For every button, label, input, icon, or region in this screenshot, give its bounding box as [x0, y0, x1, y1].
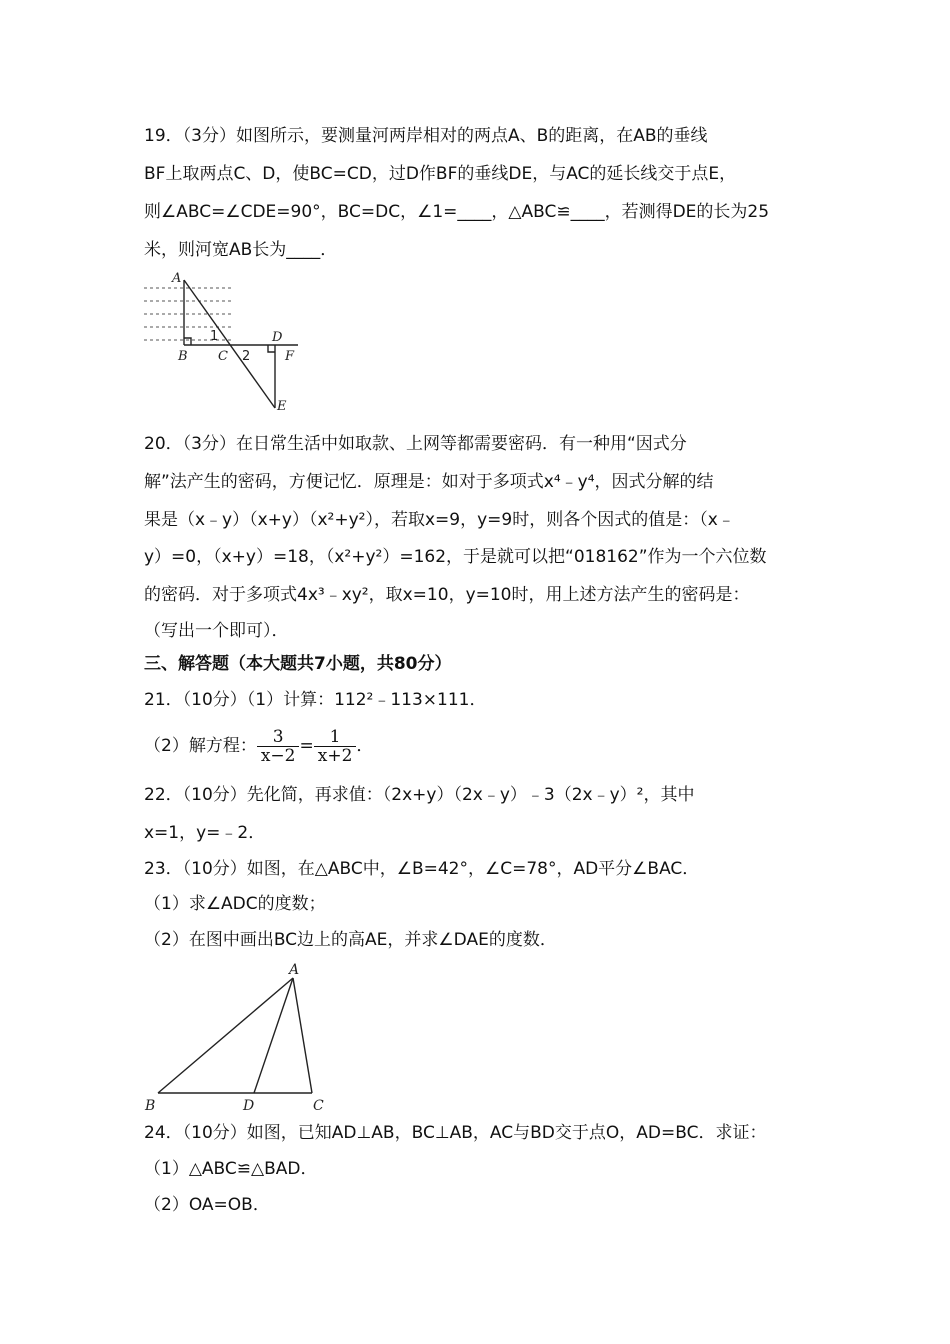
q24-line-2: （1）△ABC≌△BAD．	[144, 1159, 318, 1179]
q19-label-f: F	[285, 349, 295, 364]
q19-river-figure	[140, 268, 310, 416]
q21-fraction-2	[314, 728, 357, 765]
q19-label-b: B	[178, 349, 188, 364]
q24-line-1: 24．（10分）如图，已知AD⊥AB，BC⊥AB，AC与BD交于点O，AD=BC．求证：	[144, 1123, 767, 1143]
q21-frac2-denominator: x+2	[317, 745, 353, 766]
q20-line-5: 的密码．对于多项式4x³﹣xy²，取x=10，y=10时，用上述方法产生的密码是：	[144, 585, 750, 605]
q23-triangle-figure	[140, 958, 340, 1114]
q21-equals: =	[299, 736, 314, 756]
q20-line-3: 果是（x﹣y）（x+y）（x²+y²），若取x=9，y=9时，则各个因式的值是：（x﹣	[144, 510, 735, 530]
q19-angle-2: 2	[242, 349, 251, 364]
q19-line-4: 米，则河宽AB长为____．	[144, 240, 338, 260]
q21-end: ．	[356, 736, 374, 756]
section-heading: 三、解答题（本大题共7小题，共80分）	[144, 654, 452, 674]
q19-label-a: A	[172, 271, 182, 286]
q19-label-c: C	[218, 349, 228, 364]
q20-line-4: y）=0，（x+y）=18，（x²+y²）=162，于是就可以把“018162”作为一个六位数	[144, 547, 767, 567]
q23-line-3: （2）在图中画出BC边上的高AE，并求∠DAE的度数．	[144, 930, 557, 950]
q23-label-d: D	[243, 1098, 255, 1114]
q23-label-b: B	[145, 1098, 156, 1114]
q19-label-d: D	[272, 330, 283, 345]
q19-line-1: 19．（3分）如图所示，要测量河两岸相对的两点A、B的距离，在AB的垂线	[144, 126, 708, 146]
q19-line-2: BF上取两点C、D，使BC=CD，过D作BF的垂线DE，与AC的延长线交于点E，	[144, 164, 737, 184]
q21-part-2	[144, 726, 373, 766]
q22-line-1: 22．（10分）先化简，再求值：（2x+y）（2x﹣y）﹣3（2x﹣y）²，其中	[144, 785, 695, 805]
q19-angle-1: 1	[210, 329, 219, 344]
q21-frac1-denominator: x−2	[260, 745, 296, 766]
q19-line-3: 则∠ABC=∠CDE=90°，BC=DC，∠1=____，△ABC≌____，若测得DE的长为25	[144, 202, 770, 222]
q20-line-1: 20．（3分）在日常生活中如取款、上网等都需要密码．有一种用“因式分	[144, 434, 687, 454]
q21-frac1-numerator: 3	[257, 728, 300, 747]
q19-label-e: E	[277, 399, 287, 414]
q21-part-2-prefix: （2）解方程：	[144, 736, 257, 756]
q23-label-a: A	[289, 962, 300, 978]
q20-line-6: （写出一个即可）．	[144, 621, 289, 641]
q24-line-3: （2）OA=OB．	[144, 1195, 270, 1215]
q20-line-2: 解”法产生的密码，方便记忆．原理是：如对于多项式x⁴﹣y⁴，因式分解的结	[144, 472, 714, 492]
q22-line-2: x=1，y=﹣2．	[144, 823, 266, 843]
q23-line-2: （1）求∠ADC的度数；	[144, 894, 326, 914]
q21-frac2-numerator: 1	[314, 728, 357, 747]
q23-line-1: 23．（10分）如图，在△ABC中，∠B=42°，∠C=78°，AD平分∠BAC．	[144, 859, 700, 879]
q21-fraction-1	[257, 728, 300, 765]
q23-label-c: C	[313, 1098, 324, 1114]
q21-line-1: 21．（10分）（1）计算：112²﹣113×111．	[144, 690, 487, 710]
